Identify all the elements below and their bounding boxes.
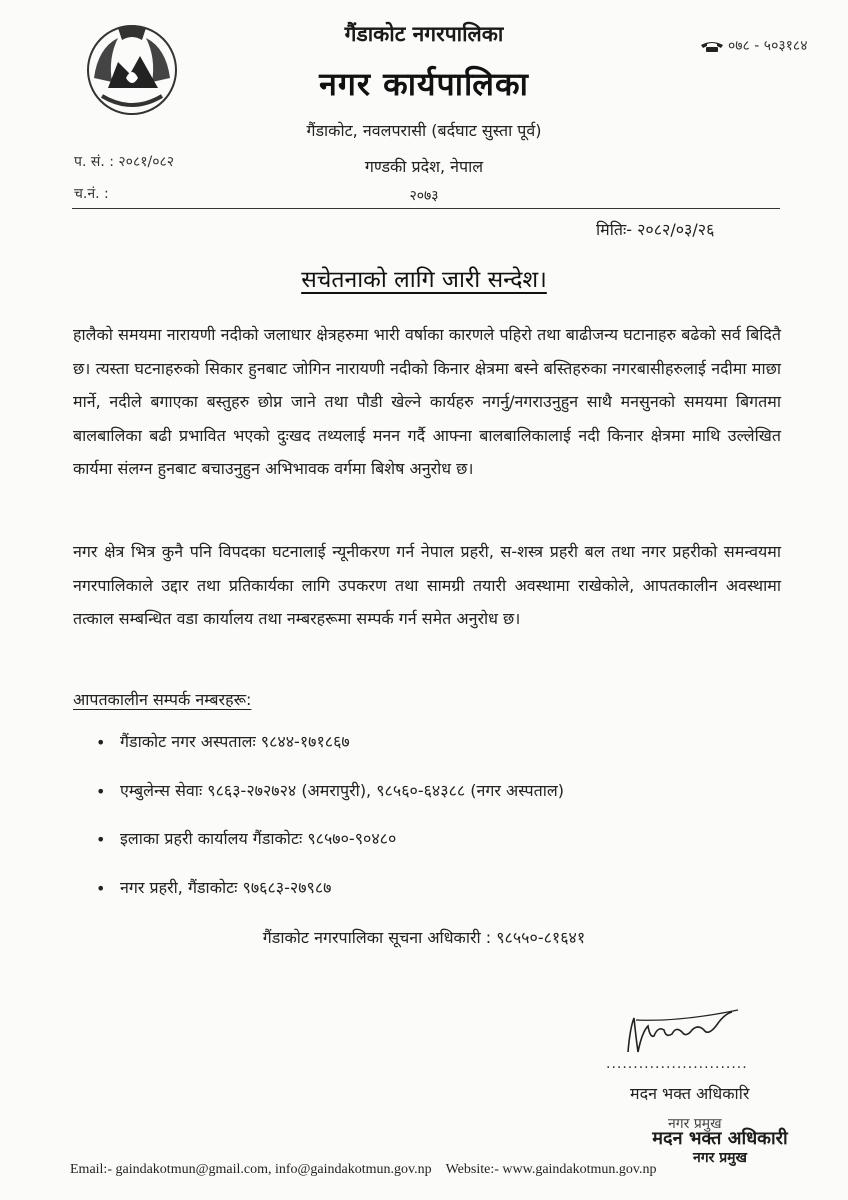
notice-title — [0, 262, 848, 294]
bullet-icon: • — [96, 733, 106, 752]
address-line-2: गण्डकी प्रदेश, नेपाल — [364, 157, 484, 176]
executive-office-title: नगर कार्यपालिका — [319, 65, 529, 103]
signature-line: .......................... — [606, 1056, 748, 1072]
paragraph-1: हालैको समयमा नारायणी नदीको जलाधार क्षेत्रहरुमा भारी वर्षाका कारणले पहिरो तथा बाढीजन्य घटानाहरु बढेको सर्व बिदितै छ। त्यस्ता घटनाहरुको सिकार हुनबाट जोगिन नारायणी नदीको किनार क्षेत्रमा बस्ने बस्तिहरुका नगरबासीहरुलाई नदीमा माछा मार्ने, नदीले बगाएका बस्तुहरु छोप्न जाने तथा पौडी खेल्ने कार्यहरु नगर्नु/नगराउनुहुन साथै मनसुनको समयमा बिगतमा बालबालिका बढी प्रभावित भएको दुःखद तथ्यलाई मनन गर्दै आफ्ना बालबालिकालाई नदी किनार क्षेत्रमा माथि उल्लेखित कार्यमा संलग्न हुनबाट बचाउनुहुन अभिभावक वर्गमा बिशेष अनुरोध छ। — [73, 325, 781, 478]
list-item — [96, 779, 564, 828]
list-item — [96, 827, 564, 876]
name-stamp — [640, 1126, 800, 1167]
footer — [70, 1162, 657, 1178]
information-officer: गैंडाकोट नगरपालिका सूचना अधिकारी : ९८५५०-८१६४१ — [262, 928, 586, 947]
signatory-title: नगर प्रमुख — [668, 1116, 722, 1132]
stamp-name: मदन भक्त अधिकारी — [652, 1128, 788, 1149]
contacts-heading: आपतकालीन सम्पर्क नम्बरहरू: — [73, 690, 252, 709]
contact-text: एम्बुलेन्स सेवाः ९८६३-२७२७२४ (अमरापुरी), ९८५६०-६४३८८ (नगर अस्पताल) — [120, 780, 564, 800]
established-year: २०७३ — [409, 188, 439, 204]
reference-number: प. सं. : २०८१/०८२ — [74, 154, 175, 170]
paragraph-2: नगर क्षेत्र भित्र कुनै पनि विपदका घटनालाई न्यूनीकरण गर्न नेपाल प्रहरी, स-शस्त्र प्रहरी बल तथा नगर प्रहरीको समन्वयमा नगरपालिकाले उद्दार तथा प्रतिकार्यका लागि उपकरण तथा सामग्री तयारी अवस्थामा राखेकोले, आपतकालीन अवस्थामा तत्काल सम्बन्धित वडा कार्यालय तथा नम्बरहरूमा सम्पर्क गर्न समेत अनुरोध छ। — [73, 542, 781, 628]
contact-text: नगर प्रहरी, गैंडाकोटः ९७६८३-२७९८७ — [120, 877, 332, 897]
signatory-name: मदन भक्त अधिकारि — [630, 1084, 750, 1103]
footer-email: Email:- gaindakotmun@gmail.com, info@gaindakotmun.gov.np — [70, 1162, 432, 1177]
footer-website: Website:- www.gaindakotmun.gov.np — [445, 1162, 657, 1177]
dispatch-number: च.नं. : — [74, 186, 109, 202]
telephone-icon — [700, 40, 724, 52]
letter-date: मितिः- २०८२/०३/२६ — [596, 220, 715, 239]
municipality-name: गैंडाकोट नगरपालिका — [344, 22, 504, 46]
phone-text: ०७८ - ५०३१८४ — [728, 38, 808, 54]
contact-text: गैंडाकोट नगर अस्पतालः ९८४४-१७१८६७ — [120, 732, 350, 751]
bullet-icon: • — [96, 781, 106, 801]
phone-number — [700, 36, 807, 55]
header-divider — [72, 208, 780, 209]
bullet-icon: • — [96, 830, 106, 849]
bullet-icon: • — [96, 878, 106, 898]
notice-title-text: सचेतनाको लागि जारी सन्देश। — [301, 267, 547, 293]
contact-list — [96, 730, 564, 924]
list-item — [96, 876, 564, 925]
list-item — [96, 730, 564, 779]
handwritten-signature — [620, 1008, 750, 1058]
stamp-title: नगर प्रमुख — [692, 1150, 748, 1166]
contact-text: इलाका प्रहरी कार्यालय गैंडाकोटः ९८५७०-९०४८० — [120, 829, 397, 848]
address-line-1: गैंडाकोट, नवलपरासी (बर्दघाट सुस्ता पूर्व) — [306, 121, 542, 140]
